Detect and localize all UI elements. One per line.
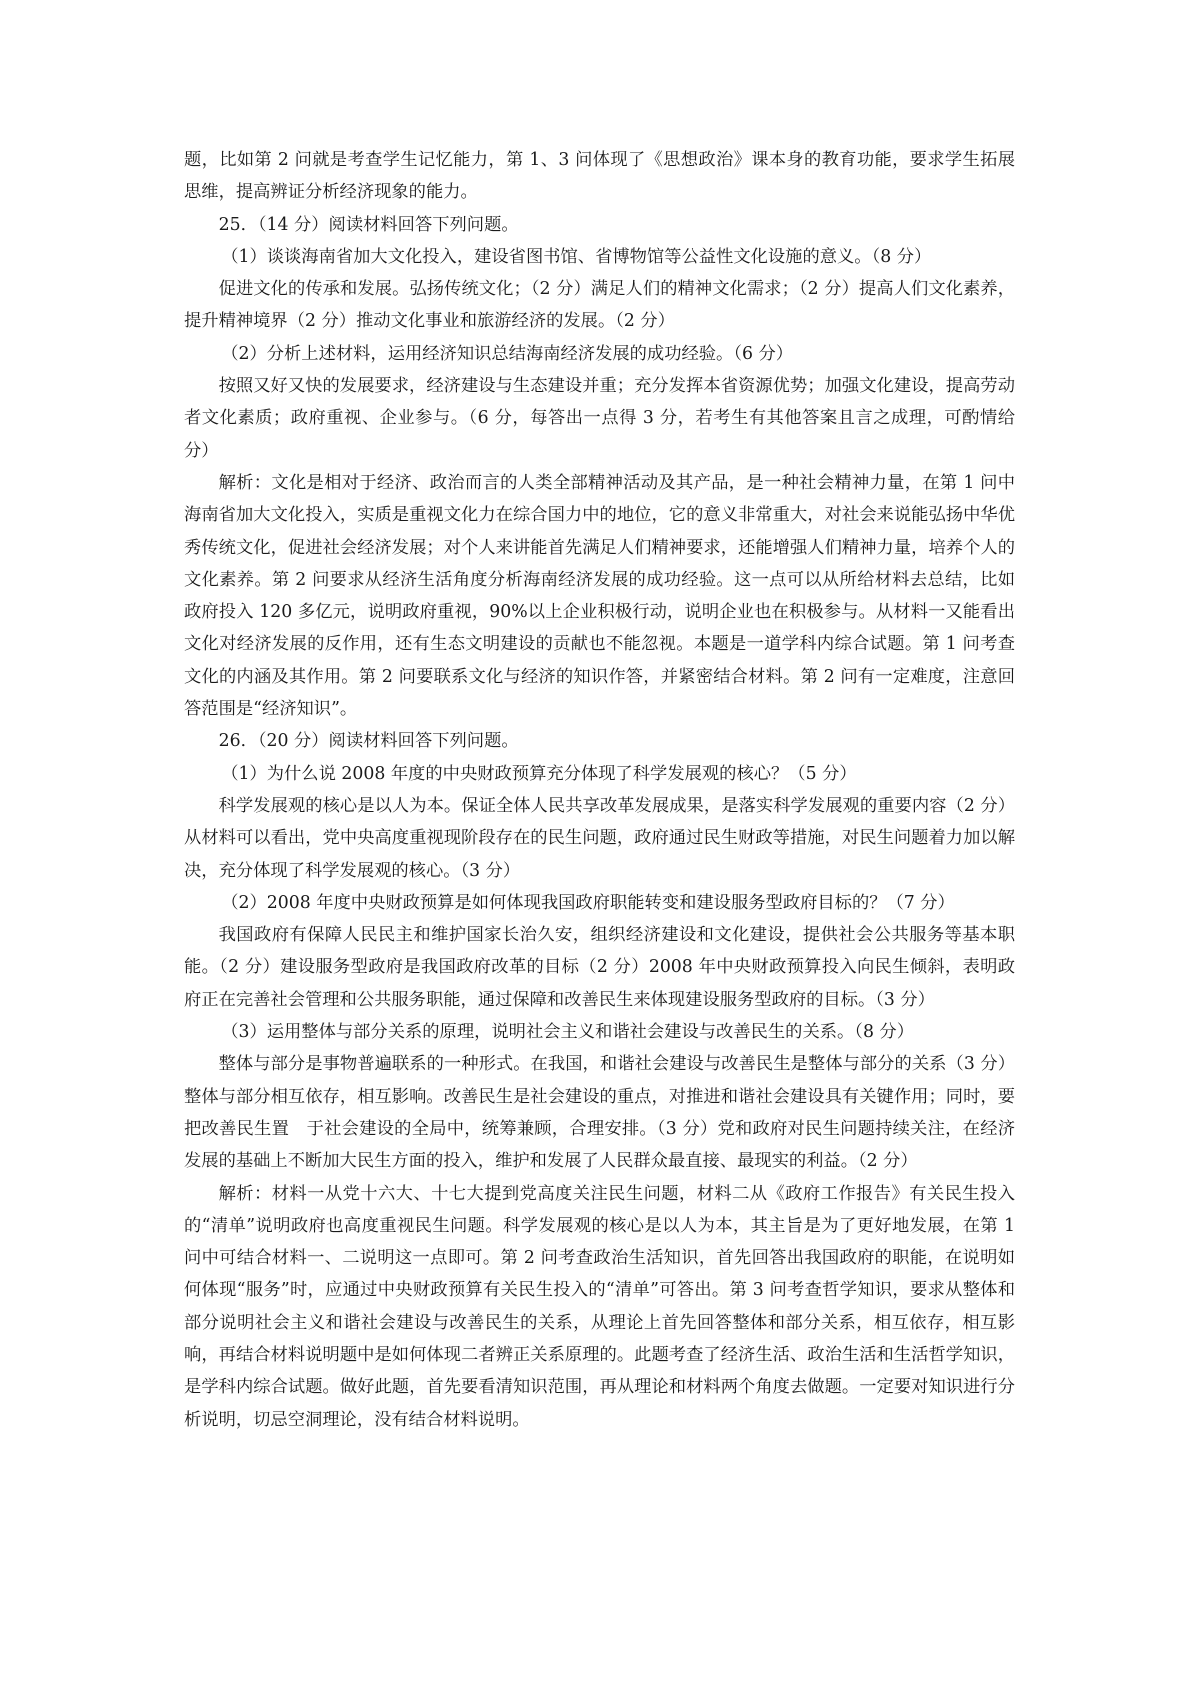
question-26-heading: 26．（20 分）阅读材料回答下列问题。 [218,731,519,752]
question-25-part-1-answer: 促进文化的传承和发展。弘扬传统文化；（2 分）满足人们的精神文化需求；（2 分）提高人们文化素养，提升精神境界（2 分）推动文化事业和旅游经济的发展。（2 分） [184,279,1015,332]
question-26-part-2-answer: 我国政府有保障人民民主和维护国家长治久安，组织经济建设和文化建设，提供社会公共服务等基本职能。（2 分）建设服务型政府是我国政府改革的目标（2 分）2008 年中央财政预算投入向民生倾斜，表明政府正在完善社会管理和公共服务职能，通过保障和改善民生来体现建设服务型政府的目标。（3 分） [184,925,1015,1010]
question-25-analysis: 解析：文化是相对于经济、政治而言的人类全部精神活动及其产品，是一种社会精神力量，在第 1 问中海南省加大文化投入，实质是重视文化力在综合国力中的地位，它的意义非常重大，对社会来说能弘扬中华优秀传统文化，促进社会经济发展；对个人来讲能首先满足人们精神要求，还能增强人们精神力量，培养个人的文化素养。第 2 问要求从经济生活角度分析海南经济发展的成功经验。这一点可以从所给材料去总结，比如政府投入 120 多亿元，说明政府重视，90%以上企业积极行动，说明企业也在积极参与。从材料一又能看出文化对经济发展的反作用，还有生态文明建设的贡献也不能忽视。本题是一道学科内综合试题。第 1 问考查文化的内涵及其作用。第 2 问要联系文化与经济的知识作答，并紧密结合材料。第 2 问有一定难度，注意回答范围是“经济知识”。 [184,472,1015,720]
question-26-part-1-answer: 科学发展观的核心是以人为本。保证全体人民共享改革发展成果，是落实科学发展观的重要内容（2 分）从材料可以看出，党中央高度重视现阶段存在的民生问题，政府通过民生财政等措施，对民生问题着力加以解决，充分体现了科学发展观的核心。（3 分） [184,795,1015,881]
question-26-analysis: 解析：材料一从党十六大、十七大提到党高度关注民生问题，材料二从《政府工作报告》有关民生投入的“清单”说明政府也高度重视民生问题。科学发展观的核心是以人为本，其主旨是为了更好地发展，在第 1 问中可结合材料一、二说明这一点即可。第 2 问考查政治生活知识，首先回答出我国政府的职能，在说明如何体现“服务”时，应通过中央财政预算有关民生投入的“清单”可答出。第 3 问考查哲学知识，要求从整体和部分说明社会主义和谐社会建设与改善民生的关系，从理论上首先回答整体和部分关系，相互依存，相互影响，再结合材料说明题中是如何体现二者辨正关系原理的。此题考查了经济生活、政治生活和生活哲学知识，是学科内综合试题。做好此题，首先要看清知识范围，再从理论和材料两个角度去做题。一定要对知识进行分析说明，切忌空洞理论，没有结合材料说明。 [184,1183,1015,1430]
question-25-part-1: （1）谈谈海南省加大文化投入，建设省图书馆、省博物馆等公益性文化设施的意义。（8 分） [221,246,932,267]
question-26-part-1: （1）为什么说 2008 年度的中央财政预算充分体现了科学发展观的核心？（5 分） [221,763,857,784]
question-26-part-3-answer: 整体与部分是事物普遍联系的一种形式。在我国，和谐社会建设与改善民生是整体与部分的关系（3 分）整体与部分相互依存，相互影响。改善民生是社会建设的重点，对推进和谐社会建设具有关键作用；同时，要把改善民生置 于社会建设的全局中，统筹兼顾，合理安排。（3 分）党和政府对民生问题持续关注，在经济发展的基础上不断加大民生方面的投入，维护和发展了人民群众最直接、最现实的利益。（2 分） [184,1054,1015,1172]
question-26-part-2: （2）2008 年度中央财政预算是如何体现我国政府职能转变和建设服务型政府目标的？（7 分） [221,892,955,913]
paragraph-continued-analysis: 题，比如第 2 问就是考查学生记忆能力，第 1、3 问体现了《思想政治》课本身的教育功能，要求学生拓展思维，提高辨证分析经济现象的能力。 [184,150,1015,203]
question-26-part-3: （3）运用整体与部分关系的原理，说明社会主义和谐社会建设与改善民生的关系。（8 分） [221,1022,914,1043]
question-25-part-2-answer: 按照又好又快的发展要求，经济建设与生态建设并重；充分发挥本省资源优势；加强文化建设，提高劳动者文化素质；政府重视、企业参与。（6 分，每答出一点得 3 分，若考生有其他答案且言之成理，可酌情给分） [184,376,1015,461]
question-25-heading: 25．（14 分）阅读材料回答下列问题。 [218,214,519,235]
document-body [184,144,1015,1436]
question-25-part-2: （2）分析上述材料，运用经济知识总结海南经济发展的成功经验。（6 分） [221,343,794,364]
